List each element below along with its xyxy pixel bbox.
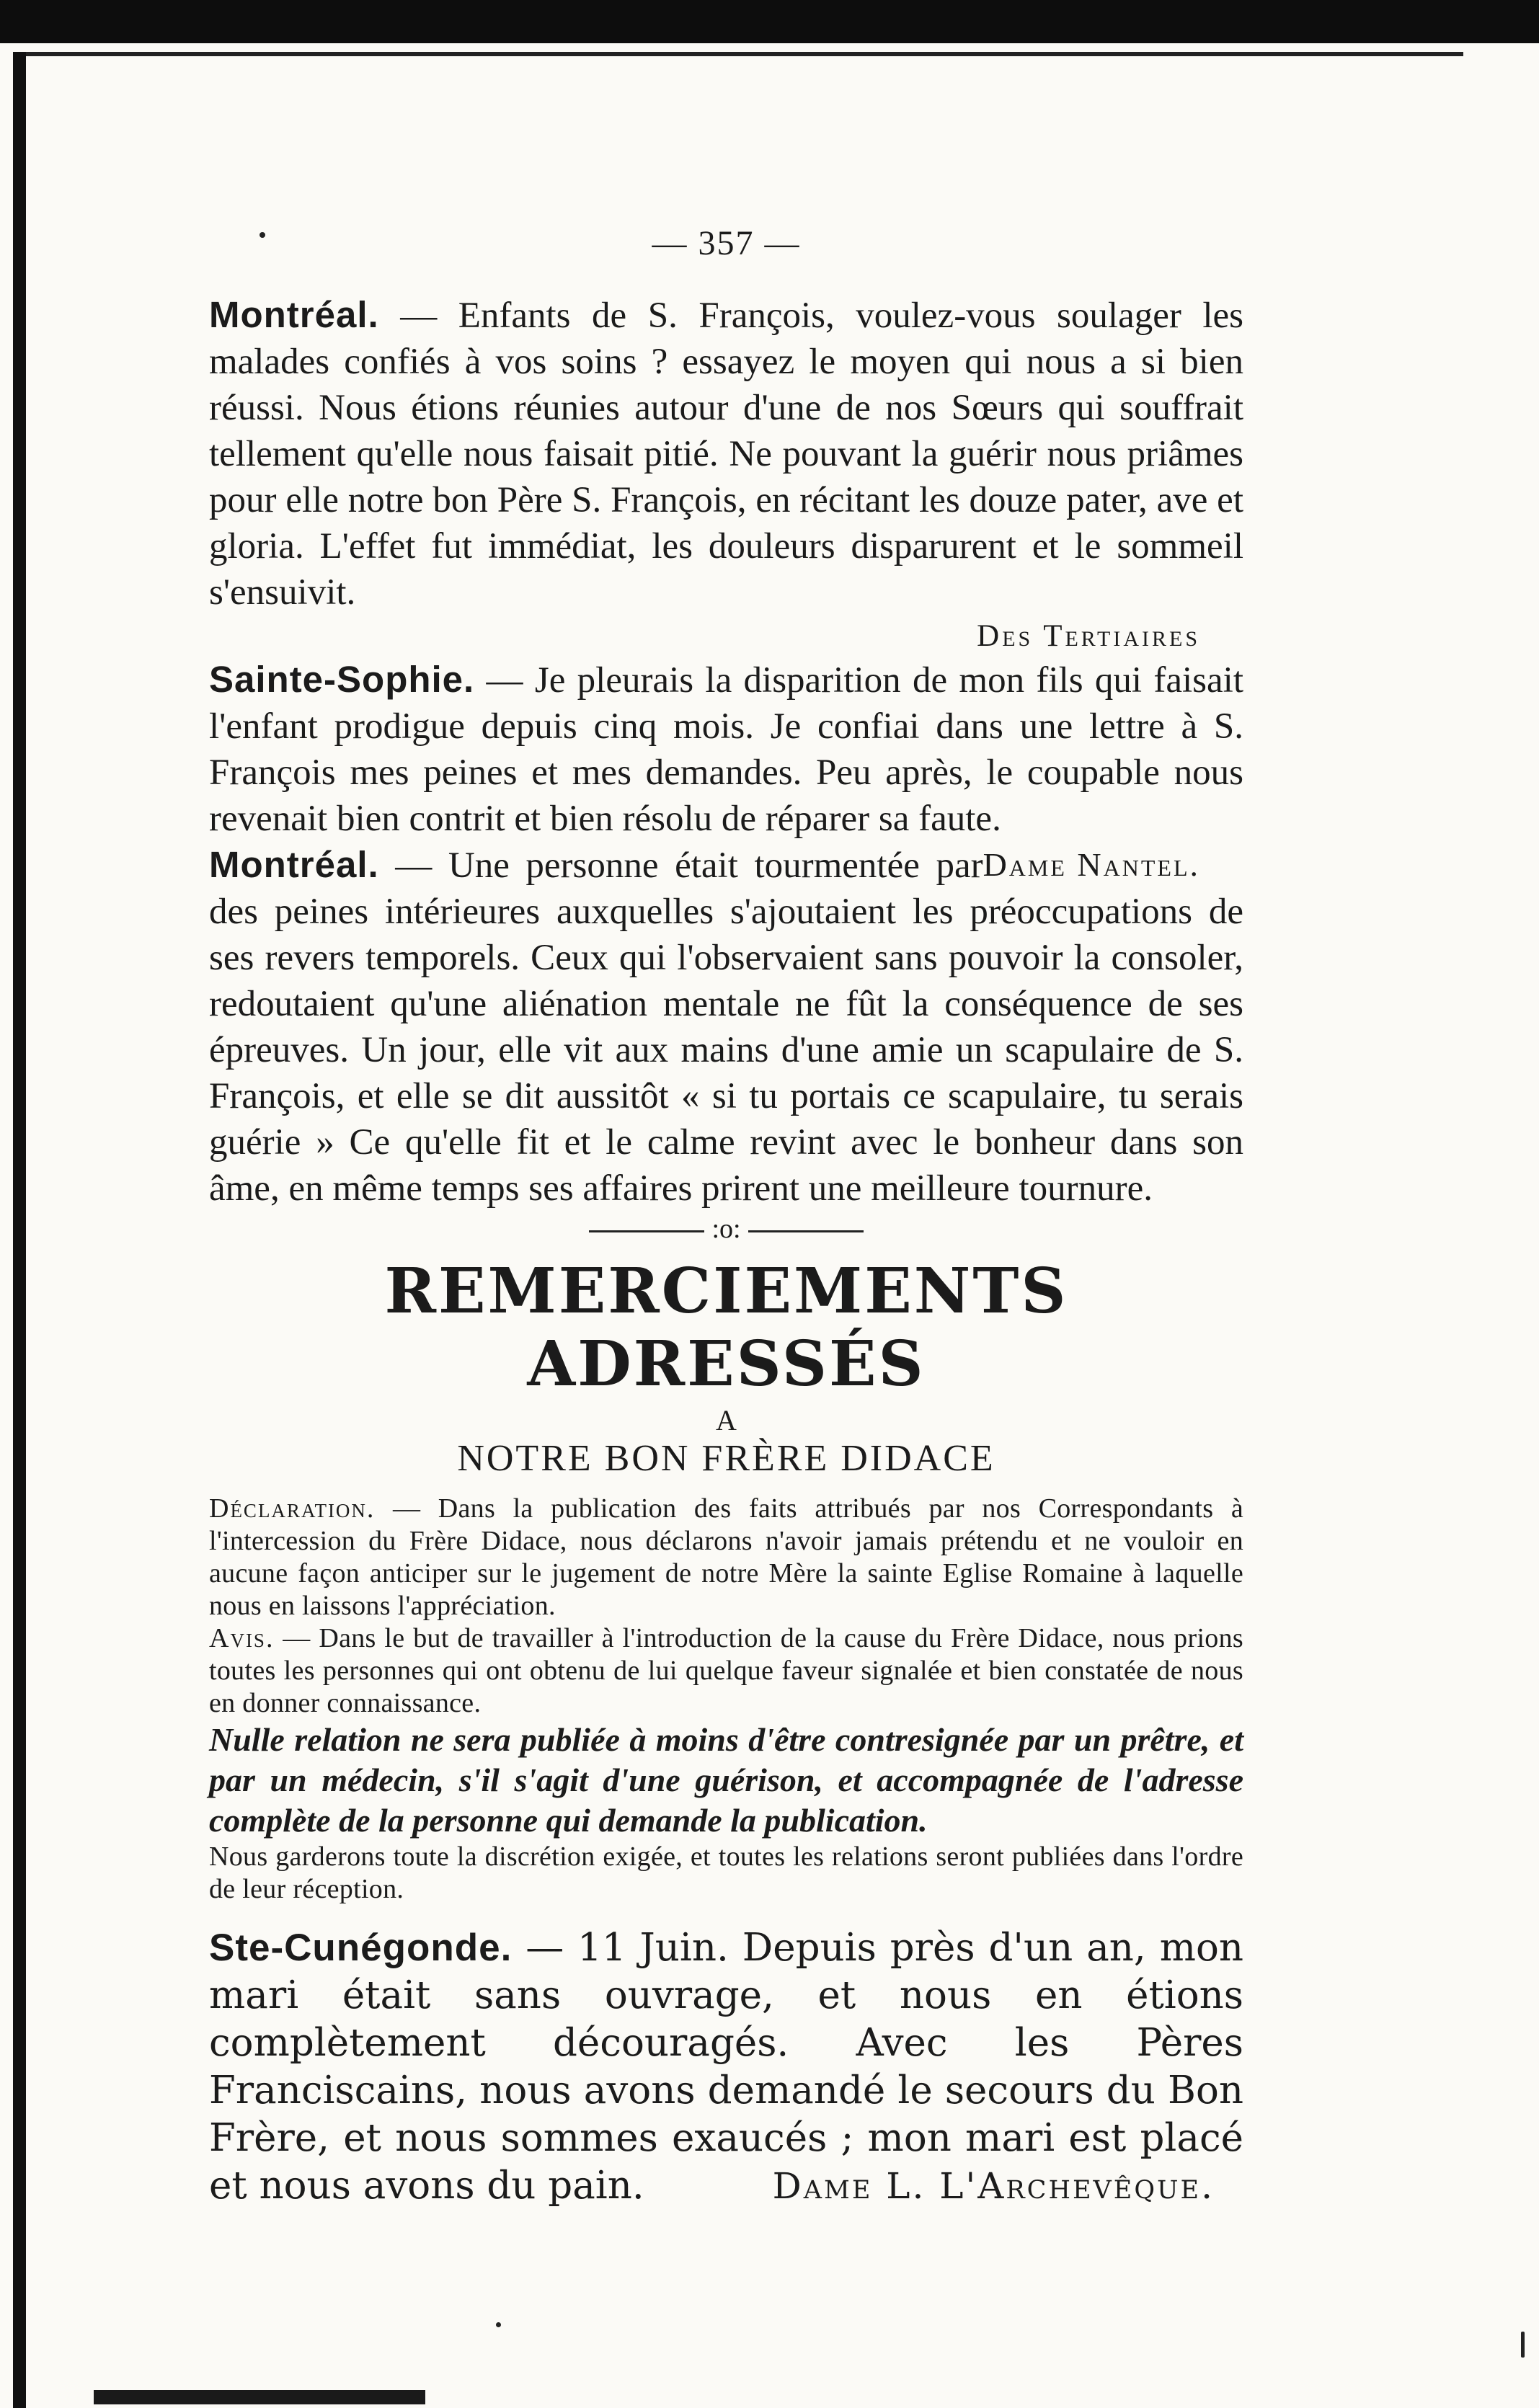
section-title: REMERCIEMENTS ADRESSÉS — [384, 1255, 1068, 1400]
section-title-a: A — [716, 1404, 737, 1436]
declaration-lead: Déclaration. — [209, 1493, 376, 1524]
entry-signature: Dame Nantel. — [983, 846, 1200, 883]
scan-top-border — [0, 0, 1539, 43]
entry-text: — 11 Juin. Depuis près d'un an, mon mari était sans ouvrage, et nous en étions complètement découragés. Avec les Pères Franciscains, nous avons demandé le secours du Bon Frère, et nous sommes exaucés ; mon mari est placé et nous avons du pain. — [209, 1926, 1243, 2208]
testimony-entry — [209, 292, 1243, 616]
scan-left-border — [13, 52, 26, 2408]
avis-paragraph — [209, 1622, 1243, 1720]
avis-closing: Nous garderons toute la discrétion exigée, et toutes les relations seront publiées dans l'ordre de leur réception. — [209, 1841, 1243, 1904]
section-divider — [209, 1213, 1243, 1245]
testimony-entry — [209, 842, 1243, 1212]
ink-speck — [1521, 2332, 1525, 2358]
section-subtitle: NOTRE BON FRÈRE DIDACE — [457, 1438, 995, 1479]
avis-emphasis: Nulle relation ne sera publiée à moins d'être contresignée par un prêtre, et par un médecin, s'il s'agit d'une guérison, et accompagnée de l'adresse complète de la personne qui demande la publication. — [209, 1721, 1243, 1839]
entry-place: Ste-Cunégonde. — [209, 1927, 513, 1969]
avis-text: — Dans le but de travailler à l'introduction de la cause du Frère Didace, nous prions toutes les personnes qui ont obtenu de lui quelque faveur signalée et bien constatée de nous en donner connaissance. — [209, 1623, 1243, 1718]
entry-place: Montréal. — [209, 294, 379, 335]
document-page — [209, 223, 1243, 2210]
spacer — [209, 1906, 1243, 1924]
ink-speck — [496, 2322, 501, 2327]
entry-place: Montréal. — [209, 844, 379, 885]
entry-text: — Une personne était tourmentée par des peines intérieures auxquelles s'ajoutaient les préoccupations de ses revers temporels. Ceux qui l'observaient sans pouvoir la consoler, redoutaient qu'une aliénation mentale ne fût la conséquence de ses épreuves. Un jour, elle vit aux mains d'une amie un scapulaire de S. François, et elle se dit aussitôt « si tu portais ce scapulaire, tu serais guérie » Ce qu'elle fit et le calme revint avec le bonheur dans son âme, en même temps ses affaires prirent une meilleure tournure. — [209, 845, 1243, 1209]
entry-text: — Je pleurais la disparition de mon fils qui faisait l'enfant prodigue depuis cinq mois. Je confiai dans une lettre à S. François mes peines et mes demandes. Peu après, le coupable nous revenait bien contrit et bien résolu de réparer sa faute. — [209, 660, 1243, 839]
divider-mark: :o: — [711, 1214, 741, 1244]
divider-line — [748, 1230, 864, 1232]
entry-place: Sainte-Sophie. — [209, 659, 475, 700]
testimony-entry-final — [209, 1924, 1243, 2210]
divider-line — [589, 1230, 704, 1232]
scan-bottom-mark — [94, 2390, 425, 2404]
page-number: — 357 — — [652, 224, 801, 262]
scan-top-rule — [14, 52, 1463, 56]
declaration-paragraph — [209, 1493, 1243, 1622]
avis-lead: Avis. — [209, 1623, 275, 1653]
entry-signature: Dame L. L'Archevêque. — [772, 2165, 1215, 2207]
entry-text: — Enfants de S. François, voulez-vous soulager les malades confiés à vos soins ? essayez le moyen qui nous a si bien réussi. Nous étions réunies autour d'une de nos Sœurs qui souffrait tellement qu'elle nous faisait pitié. Ne pouvant la guérir nous priâmes pour elle notre bon Père S. François, en récitant les douze pater, ave et gloria. L'effet fut immédiat, les douleurs disparurent et le sommeil s'ensuivit. — [209, 296, 1243, 613]
entry-signature: Des Tertiaires — [977, 619, 1200, 653]
declaration-text: — Dans la publication des faits attribués par nos Correspondants à l'intercession du Frère Didace, nous déclarons n'avoir jamais prétendu et ne vouloir en aucune façon anticiper sur le jugement de notre Mère la sainte Eglise Romaine à laquelle nous en laissons l'appréciation. — [209, 1493, 1243, 1621]
